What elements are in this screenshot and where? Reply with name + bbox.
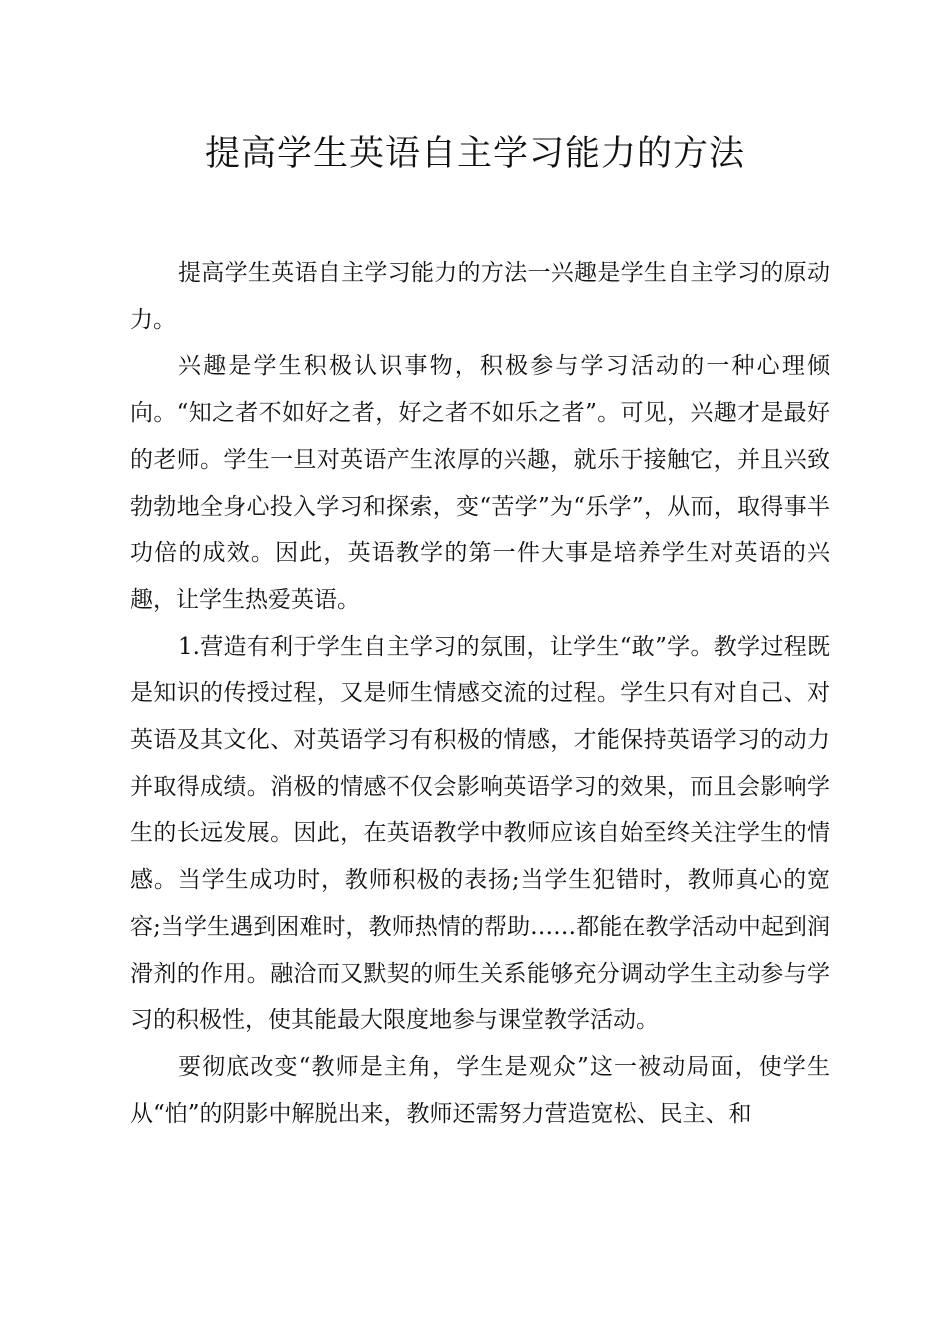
document-body xyxy=(130,250,830,1137)
document-title: 提高学生英语自主学习能力的方法 xyxy=(204,134,745,174)
paragraph-intro: 提高学生英语自主学习能力的方法一兴趣是学生自主学习的原动力。 xyxy=(130,260,830,333)
paragraph-change-passive: 要彻底改变“教师是主角，学生是观众”这一被动局面，使学生从“怕”的阴影中解脱出来，教师还需努力营造宽松、民主、和 xyxy=(130,1053,830,1127)
paragraph-interest: 兴趣是学生积极认识事物，积极参与学习活动的一种心理倾向。“知之者不如好之者，好之者不如乐之者”。可见，兴趣才是最好的老师。学生一旦对英语产生浓厚的兴趣，就乐于接触它，并且兴致勃勃地全身心投入学习和探索，变“苦学”为“乐学”，从而，取得事半功倍的成效。因此，英语教学的第一件大事是培养学生对英语的兴趣，让学生热爱英语。 xyxy=(130,353,830,613)
paragraph-atmosphere: 1.营造有利于学生自主学习的氛围，让学生“敢”学。教学过程既是知识的传授过程，又是师生情感交流的过程。学生只有对自己、对英语及其文化、对英语学习有积极的情感，才能保持英语学习的动力并取得成绩。消极的情感不仅会影响英语学习的效果，而且会影响学生的长远发展。因此，在英语教学中教师应该自始至终关注学生的情感。当学生成功时，教师积极的表扬;当学生犯错时，教师真心的宽容;当学生遇到困难时，教师热情的帮助……都能在教学活动中起到润滑剂的作用。融洽而又默契的师生关系能够充分调动学生主动参与学习的积极性，使其能最大限度地参与课堂教学活动。 xyxy=(130,633,830,1034)
